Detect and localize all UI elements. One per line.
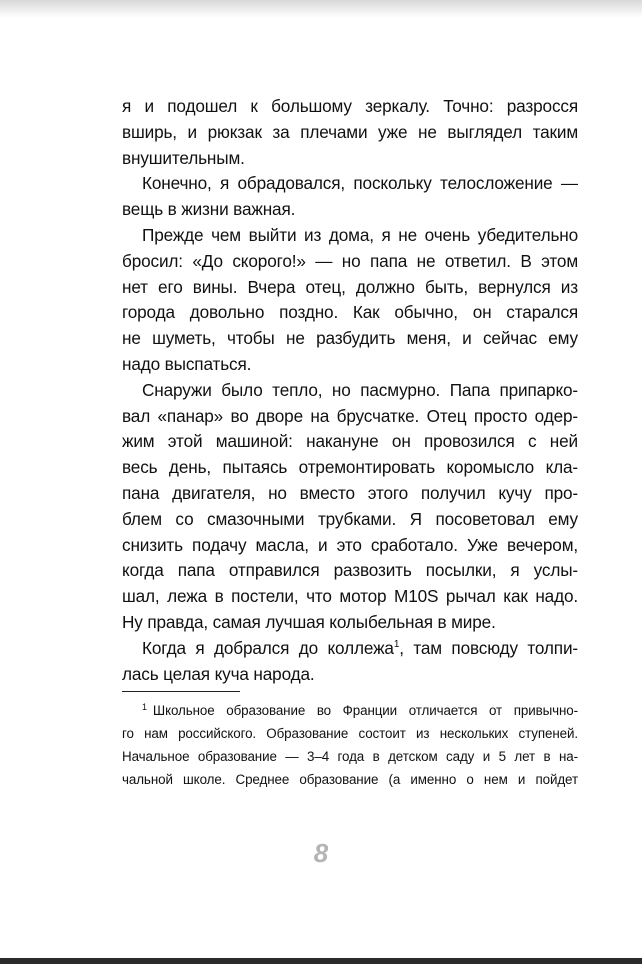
text-line-with-footnote-ref xyxy=(122,636,578,662)
main-text xyxy=(122,94,578,687)
text-line: внушительным. xyxy=(122,147,245,168)
text-line: вал «панар» во дворе на брусчатке. Отец просто одер- xyxy=(122,405,578,426)
text-line: пана двигателя, но вместо этого получил кучу про- xyxy=(122,482,578,503)
text-line: весь день, пытаясь отремонтировать коромысло кла- xyxy=(122,457,578,478)
footnote-line: Начальное образование — 3–4 года в детском саду и 5 лет в на- xyxy=(122,749,578,764)
text-line: шал, лежа в постели, что мотор M10S рычал как надо. xyxy=(122,586,578,607)
page-number: 8 xyxy=(313,838,329,868)
footnote-marker: 1 xyxy=(142,702,147,712)
text-line: не шуметь, чтобы не разбудить меня, и сейчас ему xyxy=(122,328,578,349)
text-line: лась целая куча народа. xyxy=(122,663,315,684)
text-line: когда папа отправился развозить посылки, я услы- xyxy=(122,560,578,581)
text-line: надо выспаться. xyxy=(122,353,252,374)
text-line: Ну правда, самая лучшая колыбельная в мире. xyxy=(122,611,496,632)
bottom-edge-bar xyxy=(0,958,642,964)
footnote-line: го нам российского. Образование состоит из нескольких ступеней. xyxy=(122,726,578,741)
text-line: Снаружи было тепло, но пасмурно. Папа припарко- xyxy=(142,379,578,400)
footnote-line xyxy=(122,699,578,722)
text-line: вширь, и рюкзак за плечами уже не выглядел таким xyxy=(122,121,578,142)
footnote-text: Школьное образование во Франции отличается от привычно- xyxy=(152,703,578,718)
text-line: вещь в жизни важная. xyxy=(122,199,296,220)
page-top-shadow xyxy=(0,0,642,18)
text-line: я и подошел к большому зеркалу. Точно: разросся xyxy=(122,96,578,116)
footnote-line: чальной школе. Среднее образование (а именно о нем и пойдет xyxy=(122,772,578,787)
text-line: жим этой машиной: накануне он провозился с ней xyxy=(122,431,578,452)
text-line: Конечно, я обрадовался, поскольку телосложение — xyxy=(142,173,578,194)
footnote-reference[interactable]: 1 xyxy=(393,638,400,650)
text-line: снизить подачу масла, и это сработало. Уже вечером, xyxy=(122,534,578,555)
text-line: города довольно поздно. Как обычно, он старался xyxy=(122,302,578,323)
footnote-divider xyxy=(122,691,240,692)
text-line: нет его вины. Вчера отец, должно быть, вернулся из xyxy=(122,276,578,297)
text-line: блем со смазочными трубками. Я посоветовал ему xyxy=(122,508,578,529)
text-line: бросил: «До скорого!» — но папа не ответил. В этом xyxy=(122,250,578,271)
footnote xyxy=(122,699,578,791)
text-segment: Когда я добрался до коллежа xyxy=(142,637,394,658)
text-segment: , там повсюду толпи- xyxy=(399,637,578,658)
text-line: Прежде чем выйти из дома, я не очень убедительно xyxy=(142,224,578,245)
